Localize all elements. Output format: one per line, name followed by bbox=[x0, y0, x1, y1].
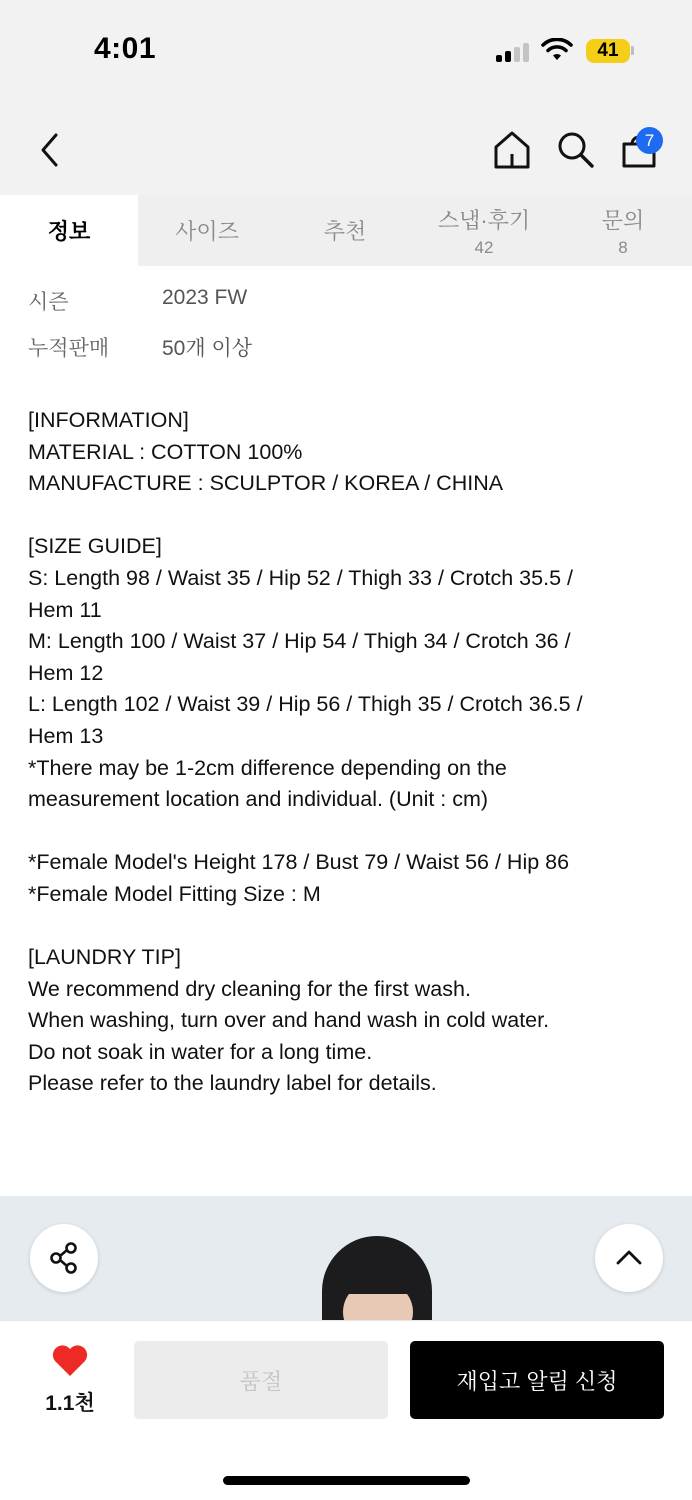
season-value: 2023 FW bbox=[162, 286, 248, 309]
tab-count: 8 bbox=[618, 237, 628, 257]
size-guide-header: [SIZE GUIDE] bbox=[28, 534, 162, 559]
product-image bbox=[0, 1196, 692, 1320]
share-icon bbox=[47, 1241, 81, 1275]
manufacture-line: MANUFACTURE : SCULPTOR / KOREA / CHINA bbox=[28, 471, 504, 496]
size-note-line: *There may be 1-2cm difference depending on the bbox=[28, 755, 507, 780]
product-tabs bbox=[0, 195, 692, 266]
cart-count-badge: 7 bbox=[636, 127, 663, 154]
tab-label: 추천 bbox=[323, 219, 367, 244]
tab-info[interactable] bbox=[0, 195, 138, 266]
tab-recommend[interactable] bbox=[276, 195, 414, 266]
sales-label: 누적판매 bbox=[28, 337, 110, 360]
battery-indicator: 41 bbox=[586, 39, 630, 63]
like-count: 1.1천 bbox=[45, 1392, 95, 1415]
tab-count: 42 bbox=[474, 237, 494, 257]
size-l-line-cont: Hem 13 bbox=[28, 723, 104, 748]
search-icon[interactable] bbox=[556, 130, 596, 170]
laundry-line: Please refer to the laundry label for details. bbox=[28, 1071, 437, 1096]
info-header: [INFORMATION] bbox=[28, 408, 189, 432]
tab-size[interactable] bbox=[138, 195, 276, 266]
size-l-line: L: Length 102 / Waist 39 / Hip 56 / Thigh 35 / Crotch 36.5 / bbox=[28, 692, 583, 717]
status-time: 4:01 bbox=[94, 32, 157, 65]
nav-bar bbox=[0, 100, 692, 196]
home-indicator bbox=[223, 1476, 470, 1485]
model-size-line: *Female Model Fitting Size : M bbox=[28, 881, 321, 906]
size-s-line-cont: Hem 11 bbox=[28, 597, 102, 622]
size-s-line: S: Length 98 / Waist 35 / Hip 52 / Thigh 33 / Crotch 35.5 / bbox=[28, 565, 573, 590]
season-label: 시즌 bbox=[28, 291, 69, 314]
tab-label: 스냅·후기 bbox=[437, 207, 531, 233]
size-m-line-cont: Hem 12 bbox=[28, 660, 104, 685]
tab-inquiry[interactable] bbox=[554, 195, 692, 266]
laundry-header: [LAUNDRY TIP] bbox=[28, 945, 181, 970]
size-note-line-cont: measurement location and individual. (Unit : cm) bbox=[28, 787, 489, 812]
restock-alert-button[interactable]: 재입고 알림 신청 bbox=[410, 1341, 664, 1419]
product-description bbox=[28, 405, 668, 1100]
tab-label: 정보 bbox=[47, 219, 91, 244]
laundry-line: Do not soak in water for a long time. bbox=[28, 1039, 373, 1064]
wifi-icon bbox=[541, 38, 573, 62]
tab-label: 문의 bbox=[601, 207, 645, 233]
model-height-line: *Female Model's Height 178 / Bust 79 / Waist 56 / Hip 86 bbox=[28, 850, 570, 875]
battery-tip bbox=[631, 46, 634, 55]
cellular-signal-icon bbox=[496, 42, 532, 62]
like-button[interactable] bbox=[40, 1344, 100, 1417]
back-chevron-icon[interactable] bbox=[38, 132, 62, 168]
share-button[interactable] bbox=[30, 1224, 98, 1292]
status-bar bbox=[0, 0, 692, 100]
tab-snap-review[interactable] bbox=[414, 195, 554, 266]
laundry-line: When washing, turn over and hand wash in cold water. bbox=[28, 1008, 550, 1033]
sales-value: 50개 이상 bbox=[162, 337, 253, 360]
heart-icon bbox=[51, 1344, 89, 1378]
material-line: MATERIAL : COTTON 100% bbox=[28, 439, 303, 464]
size-m-line: M: Length 100 / Waist 37 / Hip 54 / Thigh 34 / Crotch 36 / bbox=[28, 629, 571, 654]
home-icon[interactable] bbox=[493, 130, 531, 170]
tab-label: 사이즈 bbox=[175, 219, 239, 244]
scroll-top-button[interactable] bbox=[595, 1224, 663, 1292]
laundry-line: We recommend dry cleaning for the first wash. bbox=[28, 976, 471, 1001]
chevron-up-icon bbox=[615, 1248, 643, 1268]
soldout-button[interactable]: 품절 bbox=[134, 1341, 388, 1419]
